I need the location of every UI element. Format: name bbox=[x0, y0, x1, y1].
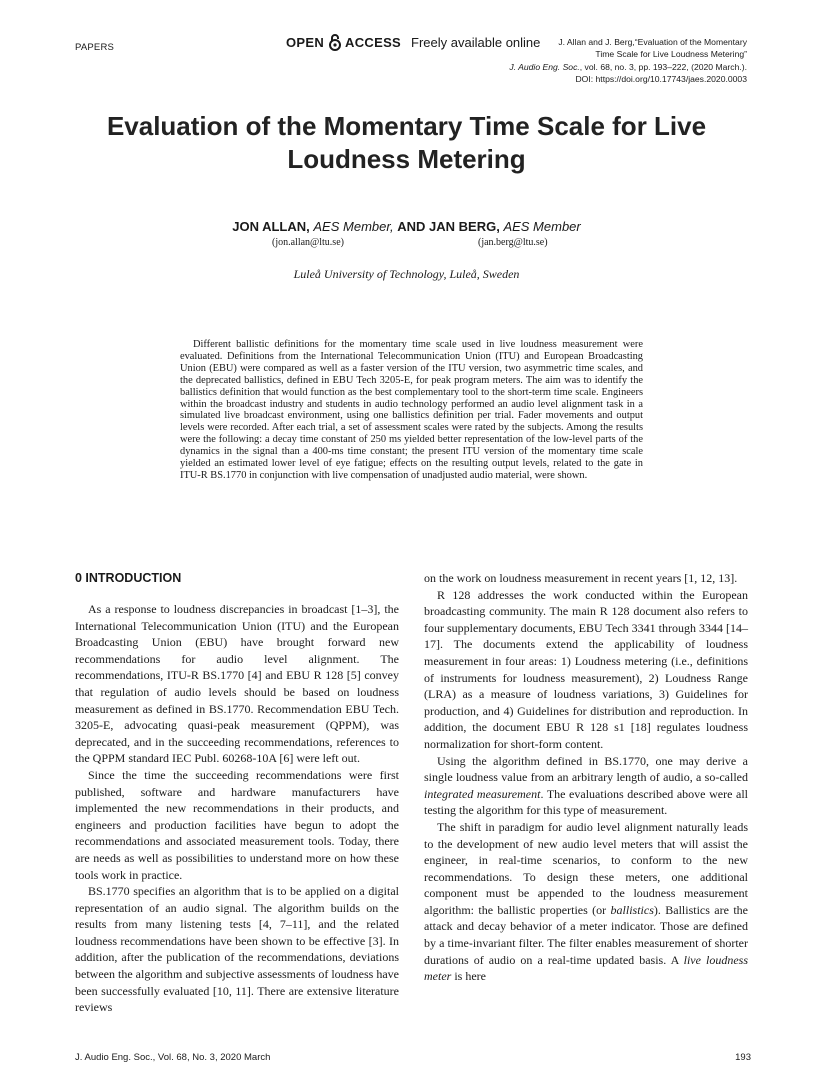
paragraph-text: Using the algorithm defined in BS.1770, one may derive a single loudness value from an arbitrary length of audio, a so-called bbox=[424, 753, 748, 785]
right-column bbox=[424, 570, 748, 985]
affiliation: Luleå University of Technology, Luleå, Sweden bbox=[293, 267, 520, 281]
page-number: 193 bbox=[735, 1052, 751, 1063]
title-line-2: Loudness Metering bbox=[287, 144, 526, 174]
body-paragraph: R 128 addresses the work conducted within the European broadcasting community. The main R 128 document also refers to four supplementary documents, EBU Tech 3341 through 3344 [14–17]. The documents extend the applicability of loudness measurement in four areas: 1) Loudness metering (i.e., definitions of instruments for loudness measurement), 2) Loudness Range (LRA) as a measure of loudness variations, 3) Guidelines for production, and 4) Guidelines for distribution and reproduction. In addition, the document EBU R 128 s1 [18] regulates loudness normalization for short-form content. bbox=[424, 587, 748, 751]
citation-line-2: Time Scale for Live Loudness Metering” bbox=[595, 49, 747, 60]
body-paragraph: BS.1770 specifies an algorithm that is to be applied on a digital representation of an audio signal. The algorithm builds on the results from many listening tests [4, 7–11], and the related loudness recommendations have been shown to be effective [3]. In addition, after the publication of the recommendations, deviations between the algorithm and subjective assessments of loudness have been successfully evaluated [10, 11]. There are extensive literature reviews bbox=[75, 884, 399, 1015]
abstract: Different ballistic definitions for the momentary time scale used in live loudness measurement were evaluated. Definitions from the International Telecommunication Union (ITU) and European Broadcasting Union (EBU) were compared as well as a faster version of the ITU version, two asymmetric time scales, and the deprecated ballistics, defined in EBU Tech 3205-E, for peak program meters. The aim was to identify the ballistics definition that would function as the best complementary tool to the short-term time scale. Engineers within the broadcast industry and students in audio technology performed an audio level alignment task in a simulated live broadcast environment, using one ballistics definition per trial. Fader movements and output levels were recorded. After each trial, a set of assessment scales were rated by the subjects. Among the results were the following: a decay time constant of 250 ms yielded better representation of the low-level parts of the dynamics in the signal than a 400-ms time constant; the present ITU version of the momentary time scale yielded an estimated lower level of eye fatigue; effects on the resulting output levels, related to the gate in ITU-R BS.1770 in conjunction with live compensation of unadjusted audio material, were shown. bbox=[180, 339, 643, 481]
citation-doi[interactable]: DOI: https://doi.org/10.17743/jaes.2020.0003 bbox=[575, 74, 747, 85]
body-paragraph bbox=[424, 753, 748, 819]
footer-journal: J. Audio Eng. Soc., Vol. 68, No. 3, 2020 March bbox=[75, 1052, 271, 1063]
paragraph-text: The shift in paradigm for audio level alignment naturally leads to the development of new audio level meters that will assist the engineer, in real-time scenarios, to conform to the new recommendations. To design these meters, one additional component must be appended to the loudness measurement algorithm: the ballistic properties (or bbox=[424, 819, 748, 917]
citation-line-3 bbox=[327, 61, 747, 73]
author-1-role: AES Member, bbox=[313, 219, 394, 234]
author-2-role: AES Member bbox=[503, 219, 581, 234]
author-2-email[interactable]: (jan.berg@ltu.se) bbox=[478, 237, 548, 248]
author-2-name: JAN BERG, bbox=[429, 219, 500, 234]
paper-title bbox=[60, 110, 753, 176]
left-column bbox=[75, 570, 399, 1016]
paragraph-text: is here bbox=[451, 969, 486, 984]
open-access-access-text: ACCESS bbox=[345, 34, 402, 50]
section-label: PAPERS bbox=[75, 42, 115, 53]
author-1-name: JON ALLAN, bbox=[232, 219, 310, 234]
emphasis-text: integrated measurement bbox=[424, 786, 541, 801]
paragraph-text: . The evaluations described above were all testing the algorithm for this type of measurement. bbox=[424, 786, 748, 818]
citation-journal: J. Audio Eng. Soc. bbox=[509, 61, 580, 72]
citation-volume: , vol. 68, no. 3, pp. 193–222, (2020 March.). bbox=[579, 61, 747, 72]
body-paragraph: As a response to loudness discrepancies in broadcast [1–3], the International Telecommunication Union (ITU) and the European Broadcasting Union (EBU) have brought forward new recommendations for audio level alignment. The recommendations, ITU-R BS.1770 [4] and EBU R 128 [5] convey that regulation of audio levels should be based on loudness measurement as defined in BS.1770. Recommendation EBU Tech. 3205-E, advocating quasi-peak measurement (QPPM), was deprecated, and in the succeeding recommendations, references to the QPPM standard IEC Publ. 60268-10A [6] were left out. bbox=[75, 602, 399, 766]
body-paragraph: Since the time the succeeding recommendations were first published, software and hardware manufacturers have implemented the new recommendations in their products, and engineers and production facilities have begun to adopt the recommendations and associated measurement tools. Today, there are needs as well as possibilities to understand more on how these tools work in practice. bbox=[75, 767, 399, 882]
body-paragraph bbox=[424, 819, 748, 985]
citation-block bbox=[327, 36, 747, 86]
paragraph-text: ). Ballistics are the attack and decay behavior of a meter indicator. Those are defined by a time-invariant filter. The filter enables measurement of shorter durations of audio on a real-time updated basis. A bbox=[424, 902, 748, 967]
open-access-open-text: OPEN bbox=[286, 34, 325, 50]
emphasis-text: ballistics bbox=[610, 902, 654, 917]
author-conjunction: AND bbox=[397, 219, 426, 234]
title-line-1: Evaluation of the Momentary Time Scale for Live bbox=[106, 111, 707, 141]
body-paragraph: on the work on loudness measurement in recent years [1, 12, 13]. bbox=[424, 571, 738, 585]
author-1-email[interactable]: (jon.allan@ltu.se) bbox=[272, 237, 344, 248]
emphasis-text: live loudness meter bbox=[424, 952, 748, 984]
author-line bbox=[0, 219, 813, 234]
open-access-tagline: Freely available online bbox=[411, 34, 541, 50]
section-heading-introduction: 0 INTRODUCTION bbox=[75, 571, 182, 585]
citation-line-1: J. Allan and J. Berg,“Evaluation of the Momentary bbox=[558, 37, 747, 47]
